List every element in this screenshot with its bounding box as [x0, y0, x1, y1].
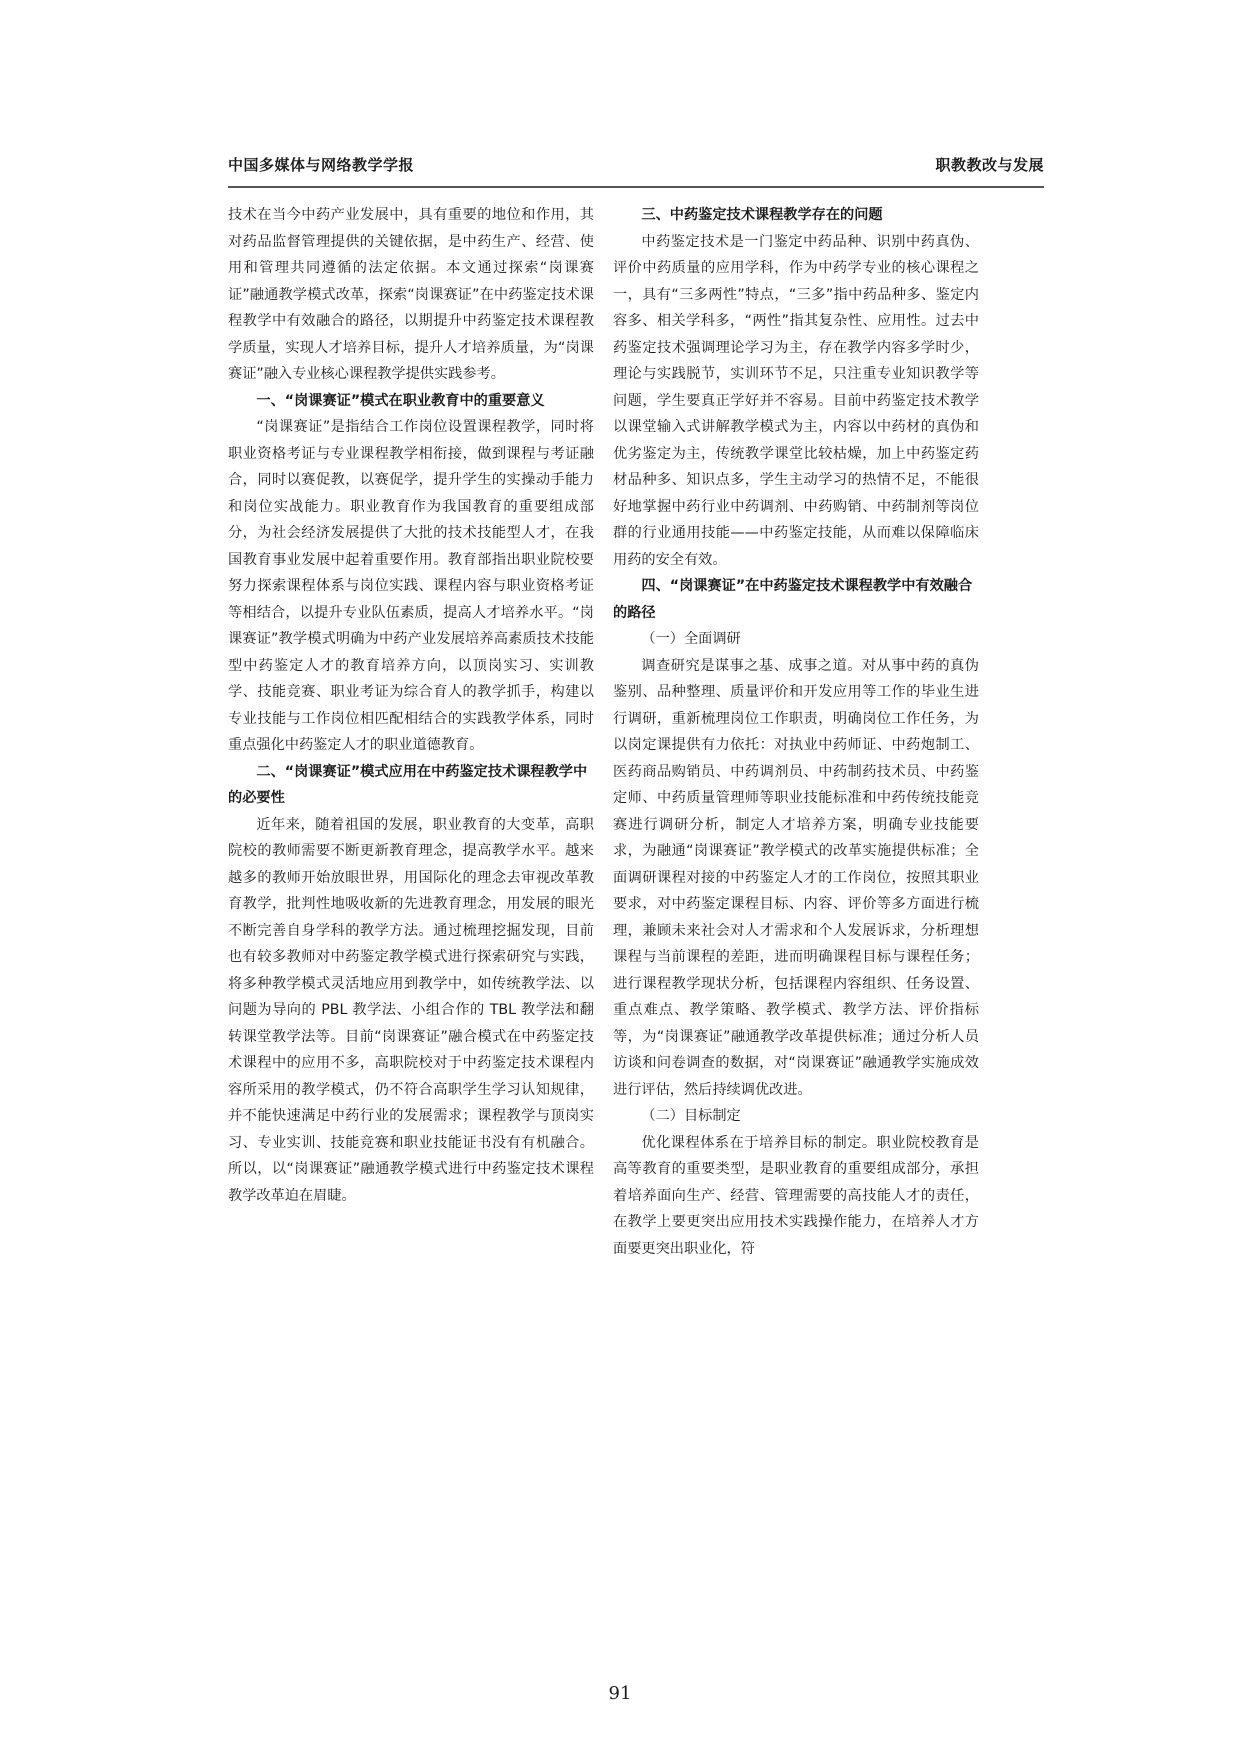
left-column: [228, 202, 594, 1209]
section-heading: 二、“岗课赛证”模式应用在中药鉴定技术课程教学中的必要性: [228, 763, 588, 806]
paragraph: 技术在当今中药产业发展中，具有重要的地位和作用，其对药品监督管理提供的关键依据，是中药生产、经营、使用和管理共同遵循的法定依据。本文通过探索“岗课赛证”融通教学模式改革，探索“岗课赛证”在中药鉴定技术课程教学中有效融合的路径，以期提升中药鉴定技术课程教学质量，实现人才培养目标，提升人才培养质量，为“岗课赛证”融入专业核心课程教学提供实践参考。: [228, 207, 594, 382]
section-heading: 三、中药鉴定技术课程教学存在的问题: [641, 207, 883, 223]
section-name: 职教教改与发展: [935, 156, 1044, 174]
section-heading: 四、“岗课赛证”在中药鉴定技术课程教学中有效融合的路径: [613, 578, 973, 621]
paragraph: 优化课程体系在于培养目标的制定。职业院校教育是高等教育的重要类型，是职业教育的重要组成部分，承担着培养面向生产、经营、管理需要的高技能人才的责任，在教学上要更突出应用技术实践操作能力，在培养人才方面要更突出职业化，符: [613, 1134, 979, 1257]
subsection-heading: （二）目标制定: [641, 1108, 741, 1124]
paragraph: 近年来，随着祖国的发展，职业教育的大变革，高职院校的教师需要不断更新教育理念，提高教学水平。越来越多的教师开始放眼世界，用国际化的理念去审视改革教育教学，批判性地吸收新的先进教育理念，用发展的眼光不断完善自身学科的教学方法。通过梳理挖掘发现，目前也有较多教师对中药鉴定教学模式进行探索研究与实践，将多种教学模式灵活地应用到教学中，如传统教学法、以问题为导向的 PBL 教学法、小组合作的 TBL 教学法和翻转课堂教学法等。目前“岗课赛证”融合模式在中药鉴定技术课程中的应用不多，高职院校对于中药鉴定技术课程内容所采用的教学模式，仍不符合高职学生学习认知规律，并不能快速满足中药行业的发展需求；课程教学与顶岗实习、专业实训、技能竞赛和职业技能证书没有有机融合。所以，以“岗课赛证”融通教学模式进行中药鉴定技术课程教学改革迫在眉睫。: [228, 816, 594, 1204]
page-number: 91: [608, 1683, 632, 1704]
paragraph: 调查研究是谋事之基、成事之道。对从事中药的真伪鉴别、品种整理、质量评价和开发应用等工作的毕业生进行调研，重新梳理岗位工作职责，明确岗位工作任务，为以岗定课提供有力依托：对执业中药师证、中药炮制工、医药商品购销员、中药调剂员、中药制药技术员、中药鉴定师、中药质量管理师等职业技能标准和中药传统技能竞赛进行调研分析，制定人才培养方案，明确专业技能要求，为融通“岗课赛证”教学模式的改革实施提供标准；全面调研课程对接的中药鉴定人才的工作岗位，按照其职业要求，对中药鉴定课程目标、内容、评价等多方面进行梳理，兼顾未来社会对人才需求和个人发展诉求，分析理想课程与当前课程的差距，进而明确课程目标与课程任务；进行课程教学现状分析，包括课程内容组织、任务设置、重点难点、教学策略、教学模式、教学方法、评价指标等，为“岗课赛证”融通教学改革提供标准；通过分析人员访谈和问卷调查的数据，对“岗课赛证”融通教学实施成效进行评估，然后持续调优改进。: [613, 657, 979, 1098]
paragraph: 中药鉴定技术是一门鉴定中药品种、识别中药真伪、评价中药质量的应用学科，作为中药学专业的核心课程之一，具有“三多两性”特点，“三多”指中药品种多、鉴定内容多、相关学科多，“两性”指其复杂性、应用性。过去中药鉴定技术强调理论学习为主，存在教学内容多学时少，理论与实践脱节，实训环节不足，只注重专业知识教学等问题，学生要真正学好并不容易。目前中药鉴定技术教学以课堂输入式讲解教学模式为主，内容以中药材的真伪和优劣鉴定为主，传统教学课堂比较枯燥，加上中药鉴定药材品种多、知识点多，学生主动学习的热情不足，不能很好地掌握中药行业中药调剂、中药购销、中药制剂等岗位群的行业通用技能——中药鉴定技能，从而难以保障临床用药的安全有效。: [613, 233, 979, 568]
running-header: [228, 152, 1044, 188]
section-heading: 一、“岗课赛证”模式在职业教育中的重要意义: [256, 392, 545, 409]
paragraph: “岗课赛证”是指结合工作岗位设置课程教学，同时将职业资格考证与专业课程教学相衔接，做到课程与考证融合，同时以赛促教，以赛促学，提升学生的实操动手能力和岗位实战能力。职业教育作为我国教育的重要组成部分，为社会经济发展提供了大批的技术技能型人才，在我国教育事业发展中起着重要作用。教育部指出职业院校要努力探索课程体系与岗位实践、课程内容与职业资格考证等相结合，以提升专业队伍素质，提高人才培养水平。“岗课赛证”教学模式明确为中药产业发展培养高素质技术技能型中药鉴定人才的教育培养方向，以顶岗实习、实训教学、技能竞赛、职业考证为综合育人的教学抓手，构建以专业技能与工作岗位相匹配相结合的实践教学体系，同时重点强化中药鉴定人才的职业道德教育。: [228, 419, 594, 753]
subsection-heading: （一）全面调研: [641, 631, 741, 647]
journal-name: 中国多媒体与网络教学学报: [228, 156, 415, 174]
right-column: [613, 202, 979, 1262]
